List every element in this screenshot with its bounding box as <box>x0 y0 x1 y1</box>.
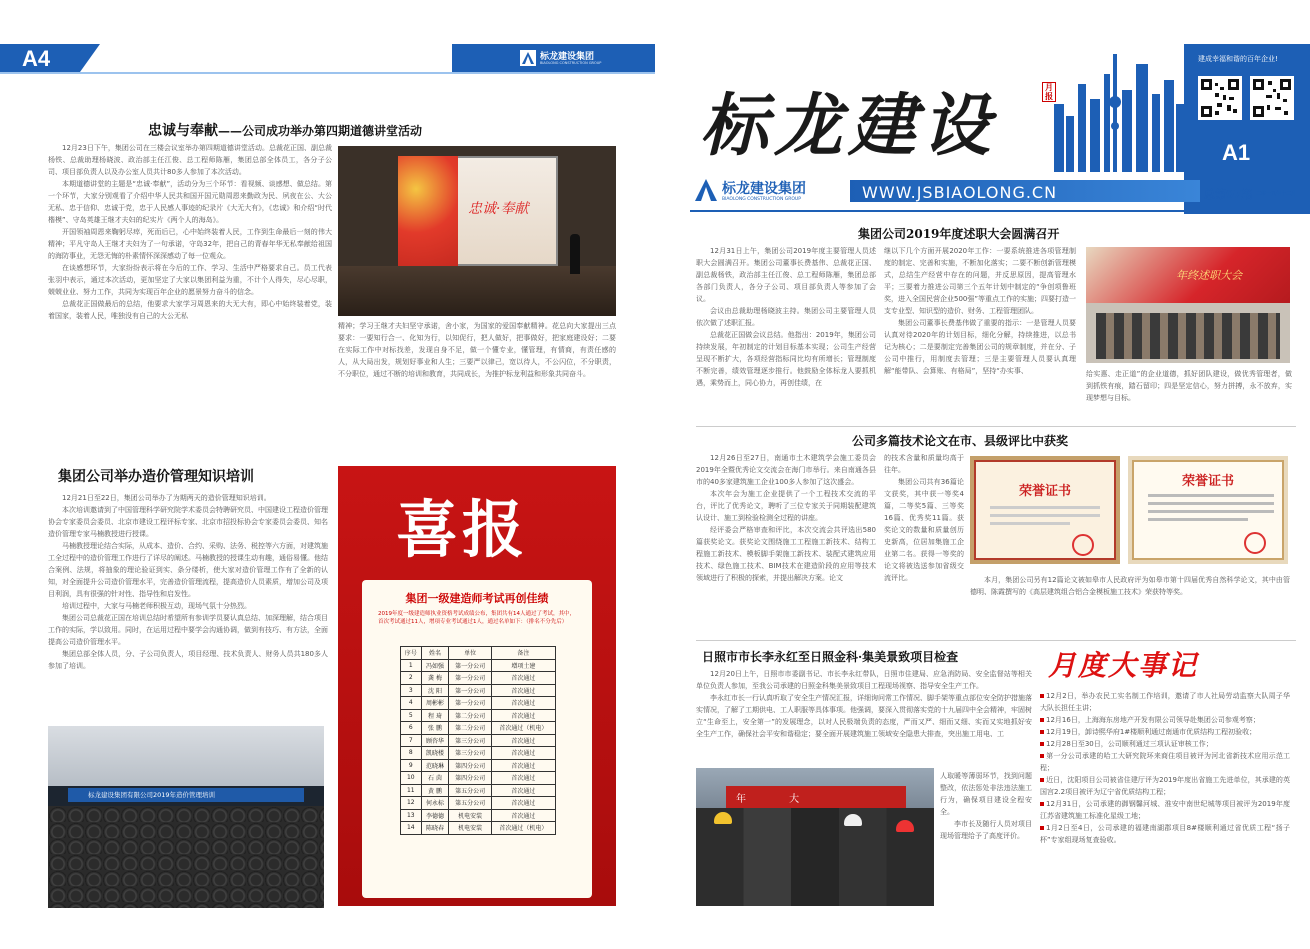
table-row <box>401 722 556 735</box>
table-header-cell: 姓名 <box>421 647 449 660</box>
table-row <box>401 784 556 797</box>
logo-icon <box>520 50 536 66</box>
certificate-2 <box>1128 456 1288 564</box>
issue-date: 二零一九年十二月 <box>1256 191 1297 197</box>
article1-title-main: 忠诚与奉献 <box>148 123 218 139</box>
slogan: 建成幸福和谐的百年企业! <box>1198 55 1278 63</box>
table-row <box>401 734 556 747</box>
table-cell: 8 <box>401 747 422 760</box>
article1-paragraph: 在谈感想环节，大家纷纷表示将在今后的工作、学习、生活中严格要求自己。员工代表张羽中表示，通过本次活动，更加坚定了大家以集团利益为重，不计个人得失，尽心尽职，兢兢业业、努力工作，共同为实现百年企业的愿景努力奋斗的信念。 <box>48 264 332 296</box>
qr-code-icon <box>1198 76 1242 120</box>
table-cell: 第四分公司 <box>449 759 491 772</box>
table-cell: 首次通过 <box>491 734 555 747</box>
table-cell: 4 <box>401 697 422 710</box>
r-article2-paragraph: 12月26日至27日，南通市土木建筑学会施工委员会2019年全暨优秀论文交流会在海门市举行。来自南通各县市的40多家建筑施工企业100多人参加了这次盛会。 <box>696 454 876 486</box>
r-article2-paragraph: 本月，集团公司另有12篇论文被如皋市人民政府评为如皋市第十四届优秀自然科学论文，其中由管德明、陈霞撰写的《高层建筑组合铝合金模板施工技术》荣获特等奖。 <box>970 576 1290 596</box>
xibao-table-wrap <box>400 646 556 835</box>
table-cell: 首次通过 <box>491 672 555 685</box>
r-article3-photo <box>696 768 934 906</box>
table-row <box>401 759 556 772</box>
table-cell: 14 <box>401 822 422 835</box>
table-cell: 首次通过 <box>491 684 555 697</box>
r-article2-paragraph: 的技术含量和质量均高于往年。 <box>884 454 964 474</box>
table-cell: 沈 阳 <box>421 684 449 697</box>
table-cell: 首次通过 <box>491 784 555 797</box>
article1-photo <box>338 146 616 316</box>
logo-icon <box>694 178 718 202</box>
article2-paragraph: 培训过程中，大家与马楠老师积极互动，现场气氛十分热烈。 <box>62 602 251 610</box>
table-row <box>401 697 556 710</box>
table-cell: 石 茵 <box>421 772 449 785</box>
table-cell: 周彬彬 <box>421 697 449 710</box>
table-cell: 首次通过 <box>491 809 555 822</box>
table-cell: 龚 梅 <box>421 672 449 685</box>
article1-col-b <box>338 320 616 450</box>
table-cell: 何永标 <box>421 797 449 810</box>
table-cell: 3 <box>401 684 422 697</box>
table-cell: 首次通过（机电） <box>491 822 555 835</box>
page-number: A1 <box>1222 140 1251 165</box>
table-cell: 11 <box>401 784 422 797</box>
masthead <box>690 44 1310 214</box>
table-cell: 李德德 <box>421 809 449 822</box>
xibao-table <box>400 646 556 835</box>
article1-paragraph: 本期道德讲堂的主题是“忠诚·奉献”，活动分为三个环节：看视频、谈感想、做总结。第一个环节，大家分别观看了介绍中华人民共和国开国元勋周恩来勤政为民、夙夜在公、大公无私、忠于信仰、忠诚于党，忠于人民感人事迹的纪录片《大无大有》，《忠诚》和介绍“时代楷模”、守岛英雄王继才夫妇的纪实片《两个人的海岛》。 <box>48 180 332 224</box>
r-article3-paragraph: 李永红市长一行认真听取了安全生产情况汇报，详细询问常工作情况、脚手架等重点部位安全防护措施落实情况，了解了工期供电、工人职服等具体事项。他强调，要深入贯彻落实党的十九届四中全会精神，牢固树立“生命至上，安全第一”的发展理念，以对人民极端负责的态度，严而又严、细而又细、实而又实地抓好安全生产工作，确保社会平安和谐稳定；要全面开展建筑施工领域安全隐患大排查，突出施工用电、工 <box>696 694 1032 738</box>
section-divider <box>696 640 1296 641</box>
table-cell: 冯如强 <box>421 659 449 672</box>
table-cell: 第三分公司 <box>449 747 491 760</box>
table-cell: 1 <box>401 659 422 672</box>
website-url: WWW.JSBIAOLONG.CN <box>862 183 1058 202</box>
article2-paragraph: 12月21日至22日，集团公司举办了为期两天的造价管理知识培训。 <box>62 494 271 502</box>
table-cell: 第二分公司 <box>449 709 491 722</box>
table-cell: 10 <box>401 772 422 785</box>
table-cell: 范晓琳 <box>421 759 449 772</box>
group-name: 标龙建设集团 <box>722 181 806 197</box>
table-cell: 第三分公司 <box>449 734 491 747</box>
table-cell: 机电安装 <box>449 822 491 835</box>
r-article1-title: 集团公司2019年度述职大会圆满召开 <box>858 227 1060 241</box>
left-page-header <box>0 44 655 74</box>
group-name-en: BIAOLONG CONSTRUCTION GROUP <box>540 61 602 65</box>
photo-banner-text: 年终述职大会 <box>1176 269 1242 282</box>
masthead-divider <box>690 210 1310 212</box>
xibao-title: 喜报 <box>396 493 529 566</box>
table-row <box>401 709 556 722</box>
list-item: 12月19日，卸诗熙华府1#楼顺利通过南通市优质结构工程初验收； <box>1040 726 1290 738</box>
table-cell: 张 鹏 <box>421 722 449 735</box>
table-cell: 首次通过 <box>491 747 555 760</box>
issue-number: 总第07期 <box>1204 188 1253 201</box>
r-article1-paragraph: 总裁花正国做会议总结。他指出：2019年，集团公司持续发展，年初制定的计划目标基本实现；公司生产经营呈现不断扩大，各项经营指标同比均有所增长；管理制度不断完善，绩效管理逐步推行。他鼓励全体标龙人要抓机遇，乘势而上，同心协力，再创佳绩，在 <box>696 331 876 387</box>
table-header-cell: 单位 <box>449 647 491 660</box>
table-cell: 首次通过 <box>491 797 555 810</box>
table-cell: 9 <box>401 759 422 772</box>
list-item: 近日，沈阳项目公司被省住建厅评为2019年度出省施工先进单位，其承建的英国宫2.2项目被评为辽宁省优质结构工程； <box>1040 776 1290 796</box>
table-cell: 首次通过 <box>491 772 555 785</box>
r-article2-paragraph: 本次年会为施工企业提供了一个工程技术交流的平台，评比了优秀论文，聘听了三位专家关于同期装配建筑认设计、施工到检验检测全过程的讲座。 <box>696 490 876 522</box>
xibao-notice: 2019年度一级建造师执业资格考试成绩公布，集团共有14人通过了考试，其中，首次考试通过11人，增项专业考试通过1人，通过名单如下：（排名不分先后） <box>378 611 575 625</box>
table-cell: 6 <box>401 722 422 735</box>
table-cell: 第五分公司 <box>449 797 491 810</box>
table-cell: 凯晓楼 <box>421 747 449 760</box>
article1-title-sub: ——公司成功举办第四期道德讲堂活动 <box>218 124 423 138</box>
r-article2-col-b <box>884 452 964 628</box>
table-row <box>401 772 556 785</box>
article2-paragraph: 集团公司总裁花正国在培训总结时希望所有参训学员要认真总结、加深理解，结合项目工作的实际，学以致用。同时，在运用过程中要学会沟通协调，做到有技巧、有方法，全面提高公司造价管理水平。 <box>48 614 328 646</box>
article1-paragraph: 总裁花正国做最后的总结，他要求大家学习周恩来的大无大有，即心中始终装着党，装着国家，装着人民，唯独没有自己的大公无私 <box>48 300 332 320</box>
table-header-cell: 序号 <box>401 647 422 660</box>
monthly-tag: 月报 <box>1042 82 1056 102</box>
r-article1-paragraph: 继以下几个方面开展2020年工作：一要系统推进各项管理制度的制定、完善和实施，不断加化落实；二要不断创新管理模式，总结生产经营中存在的问题，并反思原因，提高管理水平；三要着力推进公司第三个五年计划中制定的“争创项鲁班奖，进入全国民营企业500强”等重点工作的实施；四要打造一支专业型、知识型的造价、财务、工程管理团队。 <box>884 247 1076 315</box>
r-article3-col-b <box>940 770 1032 906</box>
r-article2-col-a <box>696 452 876 628</box>
table-cell: 5 <box>401 709 422 722</box>
table-row <box>401 747 556 760</box>
r-article3-paragraph: 12月20日上午，日照市市委副书记、市长李永红带队，日照市住建局、应急消防局、安全监督站等相关单位负责人参加，至我公司承建的日照金科集美景致项目工程现场视察、指导安全生产工作。 <box>696 670 1032 690</box>
article2-paragraph: 本次培训邀请到了中国管理科学研究院学术委员会特聘研究员、中国建设工程造价管理协会专家委员会委员、北京市建设工程评标专家、北京市招投标协会专家委员会委员、知名造价管理专家马楠教授进行授课。 <box>48 506 328 538</box>
r-article1-paragraph: 会议由总裁助理杨晓波主持。集团公司主要管理人员依次做了述职汇报。 <box>696 307 876 327</box>
table-cell: 首次通过（机电） <box>491 722 555 735</box>
certificate-title: 荣誉证书 <box>1018 484 1071 499</box>
r-article3-title: 日照市市长李永红至日照金科·集美景致项目检查 <box>702 650 959 664</box>
certificate-1 <box>970 456 1120 564</box>
article1-paragraph: 精神；学习王继才夫妇坚守承诺，舍小家，为国家的爱国奉献精神。花总向大家提出三点要求：一要知行合一、化知为行，以知促行，把人做好，把事做好，把家庭建设好；二要在实际工作中对标找差，发现自身不足，做一个懂专业，懂管理，有情商，有责任感的人，从大局出发，规划好事业和人生；三要严以律己，宽以待人，不公闪位，不分职责，不分职位，通过不断的培训和教育，共同成长，为推护标龙利益和形象共同奋斗。 <box>338 322 616 378</box>
table-cell: 陈晓春 <box>421 822 449 835</box>
r-article1-col-c <box>1086 368 1292 422</box>
table-cell: 黄 鹏 <box>421 784 449 797</box>
table-row <box>401 809 556 822</box>
list-item: 1月2日至4日，公司承建的福建南湖郡项目8#楼顺利通过省优质工程“扬子杯”专家组现场复查验收。 <box>1040 824 1290 844</box>
list-item: 12月31日，公司承建的御钢馨河城、淮安中南世纪城等项目被评为2019年度江苏省建筑施工标准化星级工地； <box>1040 800 1290 820</box>
photo-screen-text: 忠诚·奉献 <box>468 201 529 217</box>
table-cell: 第二分公司 <box>449 722 491 735</box>
table-cell: 程 琦 <box>421 709 449 722</box>
table-cell: 第一分公司 <box>449 684 491 697</box>
qr-code-icon <box>1250 76 1294 120</box>
table-cell: 增项土建 <box>491 659 555 672</box>
table-cell: 第五分公司 <box>449 784 491 797</box>
table-cell: 顾咨华 <box>421 734 449 747</box>
r-article2-title: 公司多篇技术论文在市、县级评比中获奖 <box>852 434 1069 448</box>
table-cell: 第一分公司 <box>449 659 491 672</box>
article1-paragraph: 开国领袖周恩来鞠躬尽瘁，死而后已，心中始终装着人民，工作到生命最后一刻的伟大精神；平凡守岛人王继才夫妇为了一句承诺，守岛32年，把自己的青春年华无私奉献给祖国的海防事业，无怨无悔的朴素情怀深深感动了每一位观众。 <box>48 228 332 260</box>
skyline-graphic <box>1050 44 1190 172</box>
table-cell: 7 <box>401 734 422 747</box>
r-article1-paragraph: 12月31日上午，集团公司2019年度主要管理人员述职大会圆满召开。集团公司董事长费基伟、总裁花正国、副总裁杨铁，政治部主任江俊、总工程师陈雁，集团总部各部门负责人，各分子公司、项目部负责人等参加了会议。 <box>696 247 876 303</box>
group-name-en: BIAOLONG CONSTRUCTION GROUP <box>722 197 801 202</box>
table-cell: 首次通过 <box>491 709 555 722</box>
masthead-title: 标龙建设 <box>700 86 997 166</box>
xibao-scroll <box>362 580 592 898</box>
table-cell: 首次通过 <box>491 697 555 710</box>
r-article2-col-c <box>970 574 1290 624</box>
r-article3-col-a <box>696 668 1032 766</box>
list-item: 12月16日，上海海东房地产开发有限公司领导赴集团公司参观考察； <box>1040 714 1290 726</box>
r-article1-paragraph: 集团公司董事长费基伟做了重要的指示：一是管理人员要认真对待2020年的计划目标，细化分解，持续推进，以总书记为核心；二是要制定完善集团公司的规章制度，并在分、子公司中推行，用制度去管理；三是主要管理人员要认真理解“能带队、会算账、有格局”，坚持“办实事、 <box>884 319 1076 375</box>
list-item: 12月28日至30日，公司顺利通过三项认证审核工作； <box>1040 738 1290 750</box>
xibao-poster <box>338 466 616 906</box>
article1-title <box>148 120 588 140</box>
article2-body <box>48 492 328 718</box>
table-header-row <box>401 647 556 660</box>
list-item: 12月2日，举办农民工实名制工作培训，邀请了市人社局劳动监察大队周子华大队长担任主讲； <box>1040 692 1290 712</box>
table-cell: 2 <box>401 672 422 685</box>
table-cell: 第一分公司 <box>449 697 491 710</box>
article2-photo <box>48 726 324 908</box>
table-header-cell: 备注 <box>491 647 555 660</box>
article1-paragraph: 12月23日下午，集团公司在三楼会议室举办第四期道德讲堂活动。总裁花正国、副总裁杨铁、总裁助理杨晓波、政治部主任江俊、总工程师陈雁，集团总部全体员工，各分子公司、项目部负责人以及办公室人员共计80多人参加了本次活动。 <box>48 144 332 176</box>
r-article1-col-b <box>884 245 1076 421</box>
events-title: 月度大事记 <box>1048 649 1199 682</box>
table-row <box>401 659 556 672</box>
table-cell: 13 <box>401 809 422 822</box>
article2-paragraph: 马楠教授理论结合实际，从成本、造价、合约、采购、法务、税控等六方面，对建筑施工全过程中的造价管理工作进行了详尽的阐述。马楠教授的授课生动有趣，通俗易懂。他结合案例、法规，将抽象的理论验证到实、条分缕析，使大家对造价管理工作有了全新的认知，对全面提升公司造价管理水平，完善造价管理流程，提高造价人员素质，增加公司及项目利润，具有很强的针对性、指导性和启发性。 <box>48 542 328 598</box>
table-cell: 首次通过 <box>491 759 555 772</box>
r-article2-paragraph: 经评委会严格审查和评比，本次交流会共评选出580篇获奖论文。获奖论文围绕施工工程施工新技术、结构工程施工新技术、模板脚手架施工新技术、装配式建筑应用技术、绿色施工技术、BIM技术在建造阶段的应用等技术领域进行了积极的探索，并提出解决方案。论文 <box>696 526 876 582</box>
group-name: 标龙建设集团 <box>540 52 595 62</box>
table-cell: 机电安装 <box>449 809 491 822</box>
section-divider <box>696 426 1296 427</box>
table-cell: 第四分公司 <box>449 772 491 785</box>
page-number: A4 <box>22 46 51 71</box>
r-article3-paragraph: 李市长及随行人员对项目现场管理给予了高度评价。 <box>940 820 1032 840</box>
list-item: 第一分公司承建的哈工大研究院环来商住项目被评为河北省新技术应用示范工程； <box>1040 752 1290 772</box>
header-light-stripe <box>0 72 655 74</box>
r-article2-paragraph: 集团公司共有36篇论文获奖，其中获一等奖4篇，二等奖5篇、三等奖16篇、优秀奖11篇。获奖论文的数量和质量创历史新高，位居加集施工企业第二名。获得一等奖的论文将被选送参加省级交流评比。 <box>884 478 964 582</box>
photo-banner-text: 标龙建设集团有限公司2019年造价管理培训 <box>88 791 216 799</box>
table-row <box>401 684 556 697</box>
r-article1-col-a <box>696 245 876 421</box>
photo-banner-text: 年 大 <box>736 794 820 805</box>
article2-paragraph: 集团总部全体人员，分、子公司负责人，项目经理、技术负责人、财务人员共180多人参加了培训。 <box>48 650 328 670</box>
xibao-subtitle: 集团一级建造师考试再创佳绩 <box>405 592 549 605</box>
article2-title: 集团公司举办造价管理知识培训 <box>58 469 254 485</box>
r-article3-paragraph: 人取暖等薄弱环节，找到问题整改，依法惩处非法违法施工行为，确保项目建设全程安全。 <box>940 772 1032 816</box>
table-cell: 12 <box>401 797 422 810</box>
table-row <box>401 672 556 685</box>
r-article1-paragraph: 给实惠、走正道”的企业道德，抓好团队建设，做优秀管理者，做到抓铁有痕，踏石留印；四是坚定信心，努力拼搏，永不放弃，实现梦想与目标。 <box>1086 370 1292 402</box>
table-cell: 第一分公司 <box>449 672 491 685</box>
article1-body <box>48 142 332 450</box>
certificate-title: 荣誉证书 <box>1181 474 1234 489</box>
r-article1-photo <box>1086 247 1290 363</box>
events-list <box>1040 690 1290 908</box>
table-row <box>401 822 556 835</box>
table-row <box>401 797 556 810</box>
